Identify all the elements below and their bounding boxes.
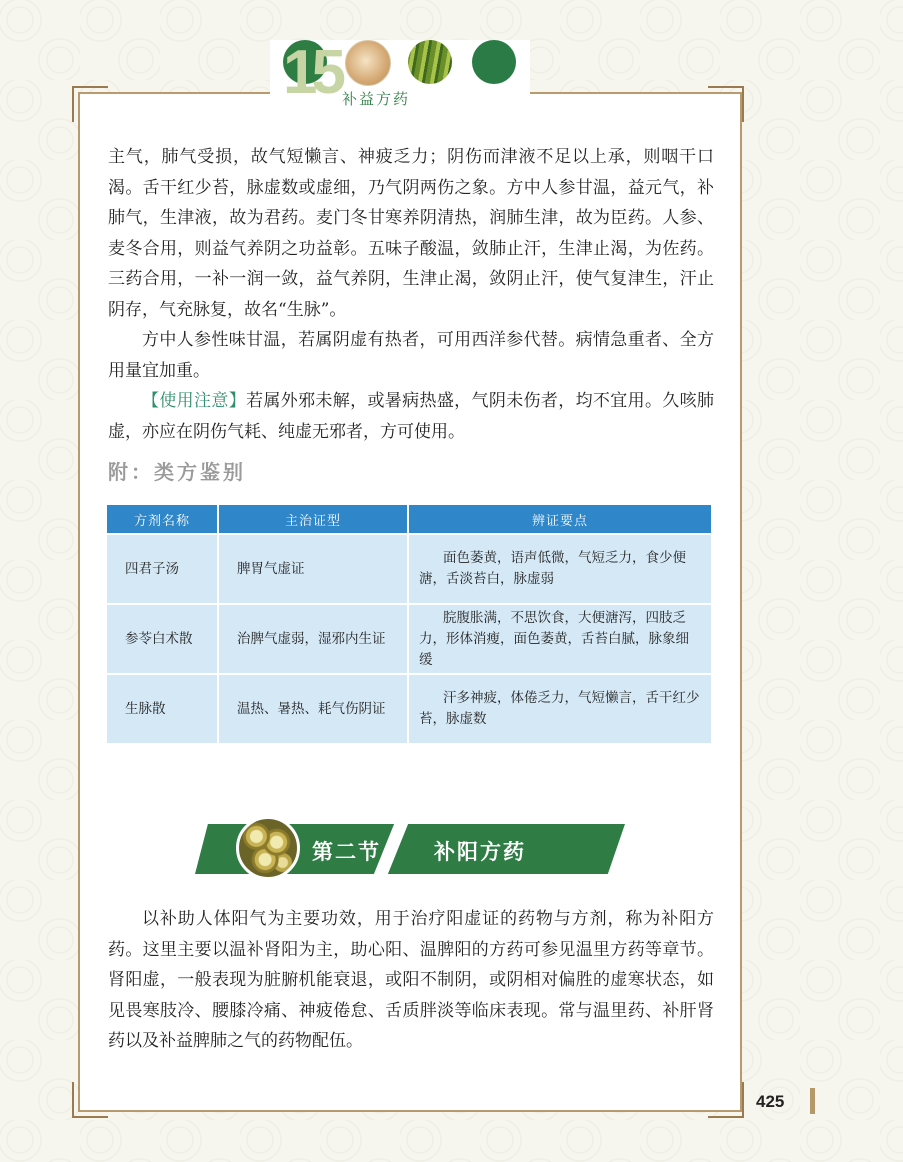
column-header: 辨证要点: [408, 505, 711, 534]
syndrome-type: 脾胃气虚证: [218, 534, 408, 604]
formula-name: 四君子汤: [107, 534, 218, 604]
section-title: 补阳方药: [434, 840, 526, 864]
herb-photo-circle: [236, 816, 300, 880]
corner-ornament: [72, 1082, 108, 1118]
table-header-row: [107, 505, 711, 534]
comparison-table: [107, 505, 711, 743]
column-header: 方剂名称: [107, 505, 218, 534]
formula-name: 参苓白术散: [107, 604, 218, 674]
section-number: 第二节: [312, 840, 381, 864]
key-points: 脘腹胀满，不思饮食，大便溏泻，四肢乏力，形体消瘦，面色萎黄，舌苔白腻，脉象细缓: [408, 604, 711, 674]
chapter-title: 补益方药: [342, 90, 411, 108]
syndrome-type: 温热、暑热、耗气伤阴证: [218, 674, 408, 743]
page-number-bar: [810, 1088, 815, 1114]
body-text-top: [108, 142, 714, 447]
formula-name: 生脉散: [107, 674, 218, 743]
column-header: 主治证型: [218, 505, 408, 534]
usage-note-text: 若属外邪未解，或暑病热盛，气阴未伤者，均不宜用。久咳肺虚，亦应在阴伤气耗、纯虚无邪者，方可使用。: [108, 391, 714, 442]
body-text-bottom: [108, 904, 714, 1057]
key-points: 汗多神疲，体倦乏力，气短懒言，舌干红少苔，脉虚数: [408, 674, 711, 743]
usage-note-label: 【使用注意】: [142, 391, 247, 411]
table-row: [107, 674, 711, 743]
usage-note: [108, 386, 714, 447]
page-number: 425: [756, 1092, 785, 1111]
ginseng-photo-circle: [345, 40, 391, 86]
green-circle-decoration: [472, 40, 516, 84]
appendix-title: 附：类方鉴别: [108, 460, 246, 484]
key-points: 面色萎黄，语声低微，气短乏力，食少便溏，舌淡苔白，脉虚弱: [408, 534, 711, 604]
paragraph: 主气，肺气受损，故气短懒言、神疲乏力；阴伤而津液不足以上承，则咽干口渴。舌干红少苔，脉虚数或虚细，乃气阴两伤之象。方中人参甘温，益元气，补肺气，生津液，故为君药。麦门冬甘寒养阴清热，润肺生津，故为臣药。人参、麦冬合用，则益气养阴之功益彰。五味子酸温，敛肺止汗，生津止渴，为佐药。三药合用，一补一润一敛，益气养阴，生津止渴，敛阴止汗，使气复津生，汗止阴存，气充脉复，故名“生脉”。: [108, 147, 714, 320]
paragraph: 以补助人体阳气为主要功效，用于治疗阳虚证的药物与方剂，称为补阳方药。这里主要以温补肾阳为主，助心阳、温脾阳的方药可参见温里方药等章节。肾阳虚，一般表现为脏腑机能衰退，或阳不制阴，或阴相对偏胜的虚寒状态，如见畏寒肢冷、腰膝冷痛、神疲倦怠、舌质胖淡等临床表现。常与温里药、补肝肾药以及补益脾肺之气的药物配伍。: [108, 909, 714, 1051]
syndrome-type: 治脾气虚弱，湿邪内生证: [218, 604, 408, 674]
paragraph: 方中人参性味甘温，若属阴虚有热者，可用西洋参代替。病情急重者、全方用量宜加重。: [108, 330, 714, 381]
corner-ornament: [708, 86, 744, 122]
herb-photo-circle: [408, 40, 452, 84]
corner-ornament: [72, 86, 108, 122]
chapter-number: 15: [283, 38, 340, 107]
table-row: [107, 604, 711, 674]
table-row: [107, 534, 711, 604]
corner-ornament: [708, 1082, 744, 1118]
